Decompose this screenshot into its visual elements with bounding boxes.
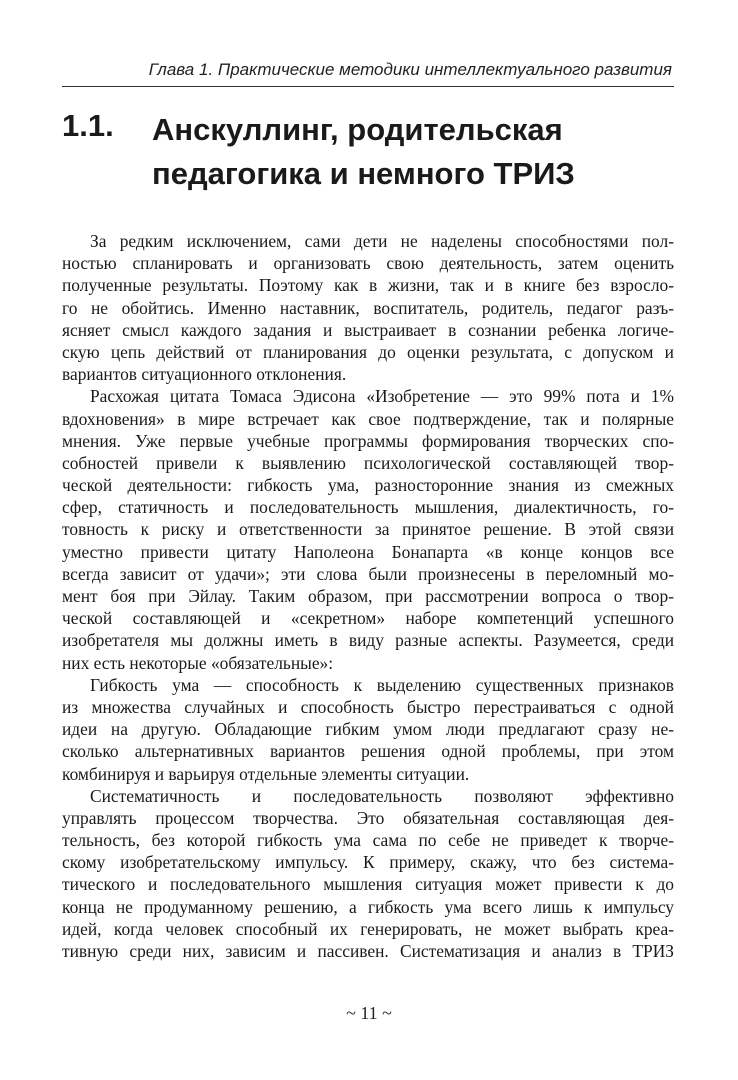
text-line: тивную среди них, зависим и пассивен. Систематизация и анализ в ТРИЗ: [62, 941, 674, 961]
section-title-line-2: педагогика и немного ТРИЗ: [152, 156, 575, 191]
text-line: уместно привести цитату Наполеона Бонапарта «в конце концов все: [62, 541, 674, 562]
text-line: них есть некоторые «обязательные»:: [62, 652, 334, 673]
running-header: Глава 1. Практические методики интеллектуального развития: [148, 60, 672, 79]
text-line: мент боя при Эйлау. Таким образом, при рассмотрении вопроса о твор-: [62, 586, 674, 606]
text-line: скому изобретательскому импульсу. К примеру, скажу, что без система-: [62, 852, 674, 873]
header-rule: [62, 86, 674, 87]
text-line: ясняет смысл каждого задания и выстраивает в сознании ребенка логиче-: [62, 319, 674, 340]
text-line: тического и последовательного мышления ситуация может привести к до: [62, 874, 674, 895]
text-line: сфер, статичность и последовательность мышления, диалектичность, го-: [62, 497, 674, 518]
section-title: [152, 108, 672, 196]
text-line: ческой составляющей и «секретном» наборе компетенций успешного: [62, 608, 674, 629]
text-line: идеи на другую. Обладающие гибким умом люди предлагают сразу не-: [62, 719, 674, 740]
text-line: полученные результаты. Поэтому как в жизни, так и в книге без взросло-: [62, 275, 674, 296]
text-line: скую цепь действий от планирования до оценки результата, с допуском и: [62, 341, 674, 362]
section-title-line-1: Анскуллинг, родительская: [152, 112, 563, 147]
text-line: ностью спланировать и организовать свою деятельность, затем оценить: [62, 253, 674, 274]
text-line: го не обойтись. Именно наставник, воспитатель, родитель, педагог разъ-: [62, 297, 674, 318]
text-line: сколько альтернативных вариантов решения одной проблемы, при этом: [62, 741, 674, 762]
text-line: управлять процессом творчества. Это обязательная составляющая дея-: [62, 807, 674, 828]
text-line: ческой деятельности: гибкость ума, разносторонние знания из смежных: [62, 475, 674, 496]
text-line: комбинируя и варьируя отдельные элементы ситуации.: [62, 763, 470, 784]
text-line: Систематичность и последовательность позволяют эффективно: [90, 785, 674, 806]
text-line: товность к риску и ответственности за принятое решение. В этой связи: [62, 519, 674, 540]
text-line: всегда зависит от удачи»; эти слова были произнесены в переломный мо-: [62, 563, 674, 584]
text-line: тельность, без которой гибкость ума сама по себе не приведет к творче-: [62, 830, 674, 851]
text-line: Расхожая цитата Томаса Эдисона «Изобретение — это 99% пота и 1%: [90, 386, 674, 407]
text-line: Гибкость ума — способность к выделению существенных признаков: [90, 674, 674, 695]
text-line: вариантов ситуационного отклонения.: [62, 364, 347, 385]
text-line: из множества случайных и способность быстро перестраиваться с одной: [62, 696, 674, 717]
text-line: вдохновения» в мире встречает как свое подтверждение, так и полярные: [62, 408, 674, 429]
text-line: мнения. Уже первые учебные программы формирования творческих спо-: [62, 430, 674, 451]
page-number: ~ 11 ~: [346, 1003, 392, 1023]
body-text: [62, 230, 674, 962]
section-number: 1.1.: [62, 108, 114, 143]
text-line: За редким исключением, сами дети не наделены способностями пол-: [90, 231, 674, 251]
text-line: идей, когда человек способный их генерировать, не может выбрать креа-: [62, 918, 674, 939]
text-line: конца не продуманному решению, а гибкость ума всего лишь к импульсу: [62, 896, 674, 917]
text-line: изобретателя мы должны иметь в виду разные аспекты. Разумеется, среди: [62, 630, 674, 651]
text-line: собностей привели к выявлению психологической составляющей твор-: [62, 452, 674, 473]
